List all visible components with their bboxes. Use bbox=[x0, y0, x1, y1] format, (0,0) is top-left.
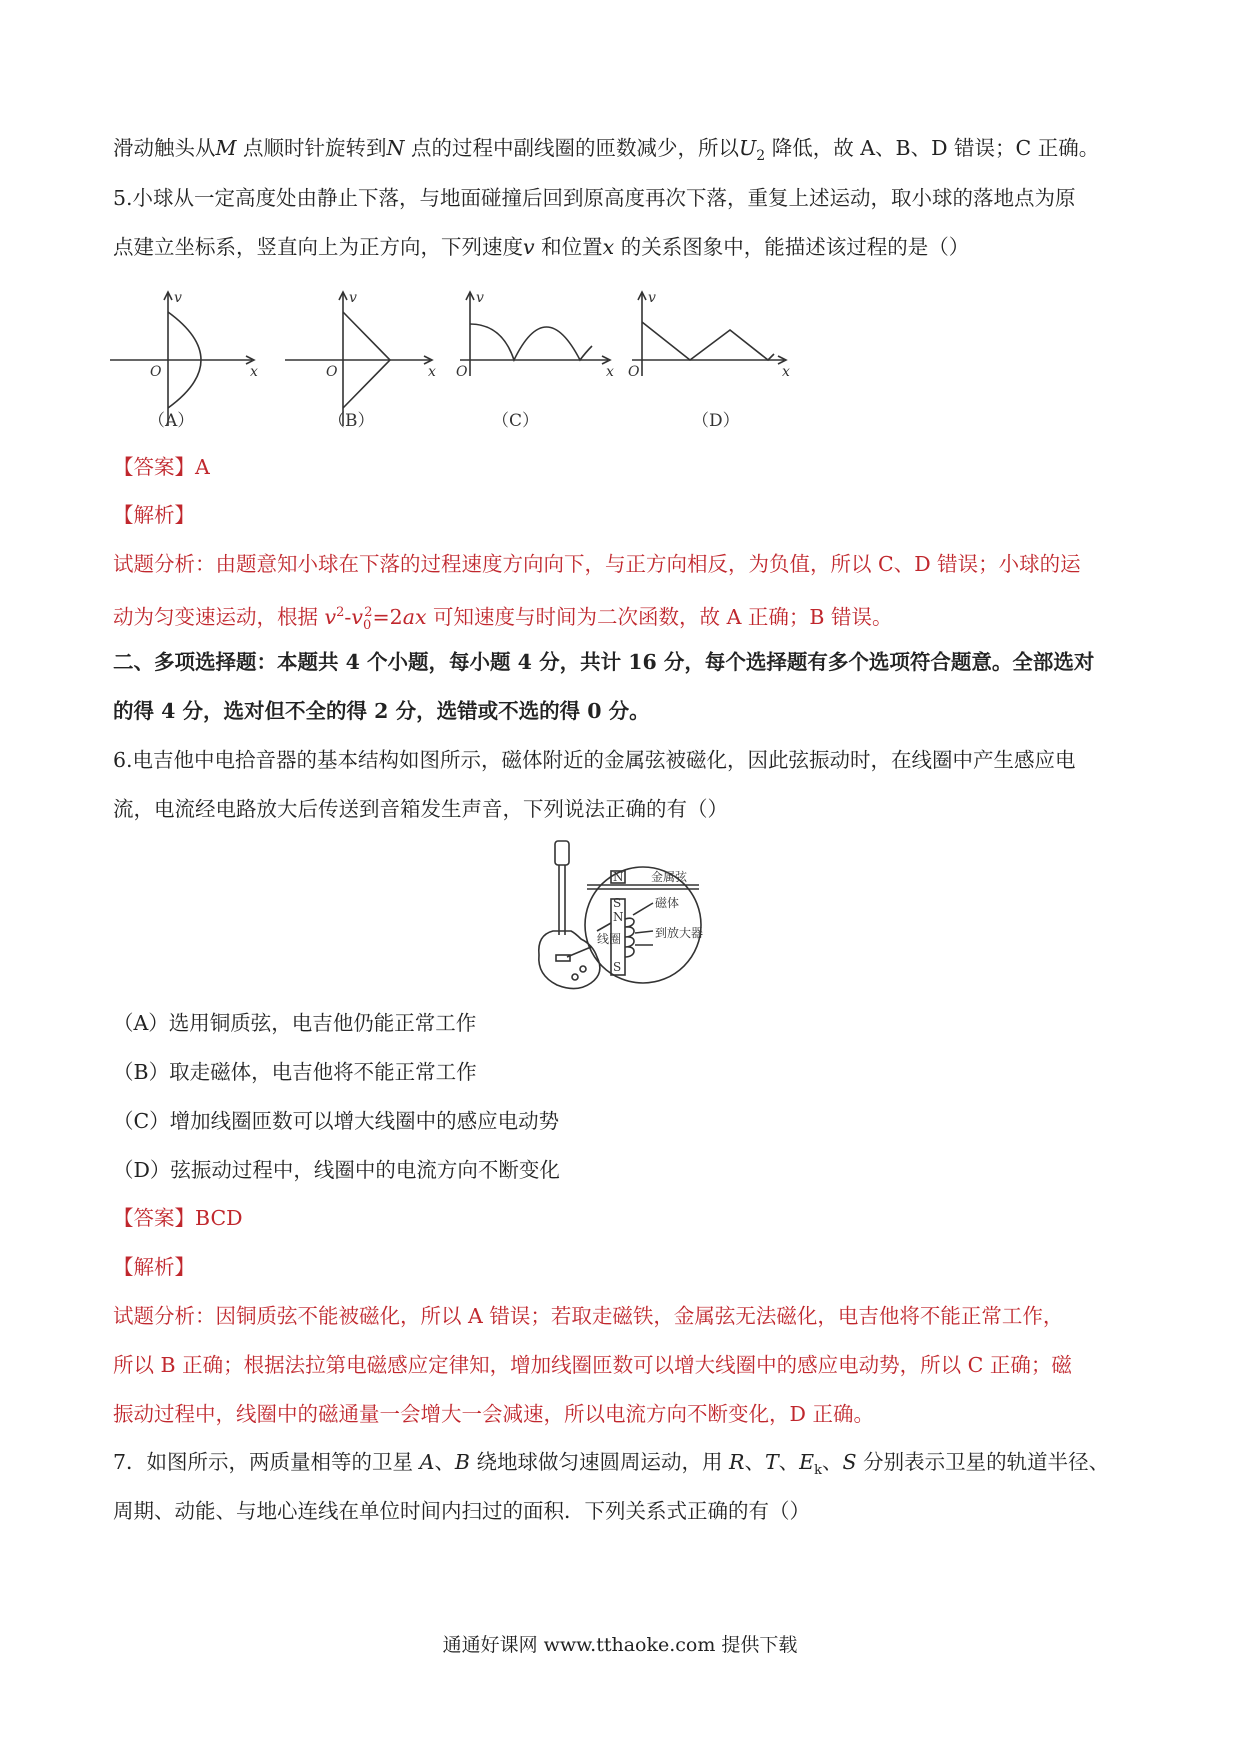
var-B: B bbox=[454, 1450, 470, 1474]
q6-option-c: （C）增加线圈匝数可以增大线圈中的感应电动势 bbox=[113, 1109, 560, 1133]
origin-label: O bbox=[326, 364, 338, 380]
axis-v-label: v bbox=[174, 290, 182, 306]
q5-analysis-label: 【解析】 bbox=[113, 503, 195, 527]
axis-x-label: x bbox=[782, 364, 790, 380]
answer-label: 【答案】 bbox=[113, 1206, 195, 1230]
origin-label: O bbox=[150, 364, 162, 380]
axis-v-label: v bbox=[349, 290, 357, 306]
axis-x-label: x bbox=[428, 364, 436, 380]
var-v: v bbox=[324, 604, 337, 629]
text: 、 bbox=[744, 1450, 765, 1474]
subscript: k bbox=[814, 1463, 822, 1479]
q6-stem-line1: 6.电吉他中电拾音器的基本结构如图所示，磁体附近的金属弦被磁化，因此弦振动时，在线圈中产生感应电 bbox=[113, 748, 1076, 772]
text: 点顺时针旋转到 bbox=[236, 136, 387, 160]
q5-graphs bbox=[100, 280, 820, 440]
answer-value: BCD bbox=[195, 1206, 243, 1230]
var-A: A bbox=[419, 1450, 435, 1474]
section2-heading-line2: 的得 4 分，选对但不全的得 2 分，选错或不选的得 0 分。 bbox=[113, 699, 650, 723]
section2-heading-line1: 二、多项选择题：本题共 4 个小题，每小题 4 分，共计 16 分，每个选择题有多个选项符合题意。全部选对 bbox=[113, 650, 1095, 674]
subscript: 0 bbox=[362, 617, 372, 633]
q5-stem-line1: 5.小球从一定高度处由静止下落，与地面碰撞后回到原高度再次下落，重复上述运动，取小球的落地点为原 bbox=[113, 186, 1076, 210]
text: 和位置 bbox=[534, 235, 603, 259]
subscript: 2 bbox=[756, 148, 766, 165]
label-to-amplifier: 到放大器 bbox=[655, 926, 704, 940]
text: 、 bbox=[778, 1450, 800, 1474]
var-U: U bbox=[738, 136, 757, 160]
q6-guitar-pickup-figure bbox=[525, 835, 725, 1000]
text: =2 bbox=[372, 604, 403, 629]
q6-analysis-line1: 试题分析：因铜质弦不能被磁化，所以 A 错误；若取走磁铁，金属弦无法磁化，电吉他将不能正常工作， bbox=[113, 1304, 1064, 1328]
axis-v-label: v bbox=[476, 290, 484, 306]
text: 点的过程中副线圈的匝数减少，所以 bbox=[404, 136, 739, 160]
q6-analysis-label: 【解析】 bbox=[113, 1255, 195, 1279]
text: 的关系图象中，能描述该过程的是（） bbox=[614, 235, 970, 259]
label-metal-string: 金属弦 bbox=[651, 870, 688, 884]
label-n-mid: N bbox=[613, 910, 624, 924]
var-v0: v bbox=[351, 604, 363, 629]
var-M: M bbox=[215, 136, 237, 160]
label-s-top: S bbox=[613, 896, 622, 910]
text: 7．如图所示，两质量相等的卫星 bbox=[113, 1450, 414, 1474]
text: 滑动触头从 bbox=[113, 136, 216, 160]
var-N: N bbox=[386, 136, 405, 160]
text: 降低，故 A、B、D 错误；C 正确。 bbox=[765, 136, 1100, 160]
q4-conclusion bbox=[113, 133, 1133, 171]
text: 分别表示卫星的轨道半径、 bbox=[856, 1450, 1110, 1474]
label-n-top: N bbox=[613, 870, 624, 884]
q7-stem-line2: 周期、动能、与地心连线在单位时间内扫过的面积．下列关系式正确的有（） bbox=[113, 1499, 810, 1523]
graph-label-a: （A） bbox=[148, 411, 195, 431]
q6-analysis-line2: 所以 B 正确；根据法拉第电磁感应定律知，增加线圈匝数可以增大线圈中的感应电动势，所以 C 正确；磁 bbox=[113, 1353, 1072, 1377]
var-E: E bbox=[799, 1450, 815, 1474]
answer-label: 【答案】 bbox=[113, 455, 195, 479]
q6-stem-line2: 流，电流经电路放大后传送到音箱发生声音，下列说法正确的有（） bbox=[113, 797, 728, 821]
label-s-bottom: S bbox=[613, 960, 622, 974]
text: 、 bbox=[822, 1450, 843, 1474]
var-v: v bbox=[523, 235, 535, 259]
text: 绕地球做匀速圆周运动，用 bbox=[469, 1450, 723, 1474]
axis-x-label: x bbox=[606, 364, 614, 380]
page-footer: 通通好课网 www.tthaoke.com 提供下载 bbox=[442, 1634, 798, 1656]
graph-label-b: （B） bbox=[328, 411, 375, 431]
q7-stem-line1 bbox=[113, 1447, 1133, 1486]
q6-option-b: （B）取走磁体，电吉他将不能正常工作 bbox=[113, 1060, 477, 1084]
axis-v-label: v bbox=[648, 290, 656, 306]
var-R: R bbox=[729, 1450, 745, 1474]
label-magnet: 磁体 bbox=[655, 896, 680, 910]
text: 、 bbox=[434, 1450, 455, 1474]
q5-answer bbox=[113, 452, 1133, 482]
q6-option-a: （A）选用铜质弦，电吉他仍能正常工作 bbox=[113, 1011, 477, 1035]
var-x: x bbox=[602, 235, 615, 259]
superscript: 2 bbox=[336, 605, 345, 620]
q6-answer bbox=[113, 1203, 1133, 1233]
superscript: 2 bbox=[364, 605, 373, 620]
var-S: S bbox=[842, 1450, 857, 1474]
axis-x-label: x bbox=[250, 364, 258, 380]
q6-option-d: （D）弦振动过程中，线圈中的电流方向不断变化 bbox=[113, 1158, 560, 1182]
graph-label-c: （C） bbox=[492, 411, 540, 431]
text: - bbox=[344, 604, 352, 629]
q5-analysis-line2 bbox=[113, 598, 1133, 641]
answer-value: A bbox=[195, 455, 210, 479]
q5-analysis-line1: 试题分析：由题意知小球在下落的过程速度方向向下，与正方向相反，为负值，所以 C、D 错误；小球的运 bbox=[113, 552, 1081, 576]
origin-label: O bbox=[628, 364, 640, 380]
q6-analysis-line3: 振动过程中，线圈中的磁通量一会增大一会减速，所以电流方向不断变化，D 正确。 bbox=[113, 1402, 874, 1426]
q5-stem-line2 bbox=[113, 232, 1133, 262]
text: 点建立坐标系，竖直向上为正方向，下列速度 bbox=[113, 235, 523, 259]
var-ax: ax bbox=[402, 604, 427, 629]
label-coil: 线圈 bbox=[597, 932, 622, 946]
origin-label: O bbox=[456, 364, 468, 380]
text: 动为匀变速运动，根据 bbox=[113, 604, 318, 629]
var-T: T bbox=[764, 1450, 779, 1474]
text: 可知速度与时间为二次函数，故 A 正确；B 错误。 bbox=[426, 604, 893, 629]
graph-label-d: （D） bbox=[692, 411, 740, 431]
